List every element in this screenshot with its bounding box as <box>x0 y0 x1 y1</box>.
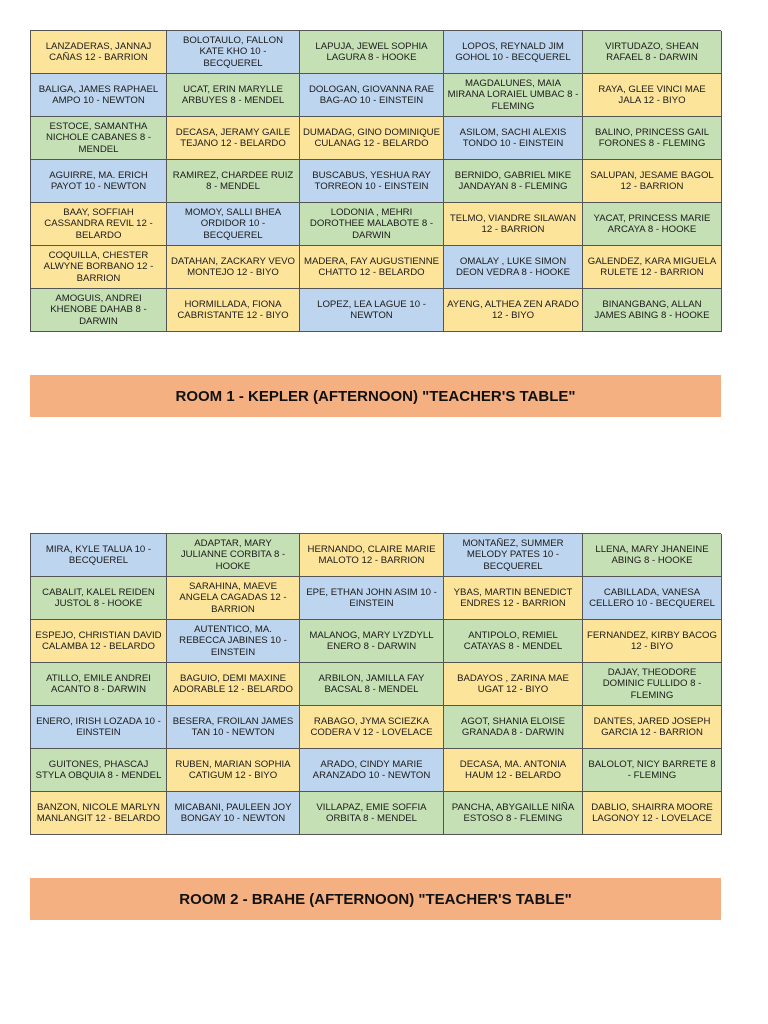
seat-cell: ASILOM, SACHI ALEXIS TONDO 10 - EINSTEIN <box>444 117 583 160</box>
seat-cell: ARADO, CINDY MARIE ARANZADO 10 - NEWTON <box>300 749 444 792</box>
seat-cell: BANZON, NICOLE MARLYN MANLANGIT 12 - BELARDO <box>31 792 167 835</box>
seat-cell: BALOLOT, NICY BARRETE 8 - FLEMING <box>583 749 722 792</box>
seat-cell: LANZADERAS, JANNAJ CAÑAS 12 - BARRION <box>31 31 167 74</box>
seat-cell: DECASA, JERAMY GAILE TEJANO 12 - BELARDO <box>167 117 300 160</box>
seat-cell: MOMOY, SALLI BHEA ORDIDOR 10 - BECQUEREL <box>167 203 300 246</box>
seat-cell: AGUIRRE, MA. ERICH PAYOT 10 - NEWTON <box>31 160 167 203</box>
seat-cell: ANTIPOLO, REMIEL CATAYAS 8 - MENDEL <box>444 620 583 663</box>
seat-cell: ESPEJO, CHRISTIAN DAVID CALAMBA 12 - BELARDO <box>31 620 167 663</box>
seat-cell: SARAHINA, MAEVE ANGELA CAGADAS 12 - BARRION <box>167 577 300 620</box>
room2-seating-grid <box>30 533 721 835</box>
seat-cell: ARBILON, JAMILLA FAY BACSAL 8 - MENDEL <box>300 663 444 706</box>
seat-cell: MICABANI, PAULEEN JOY BONGAY 10 - NEWTON <box>167 792 300 835</box>
seat-cell: ATILLO, EMILE ANDREI ACANTO 8 - DARWIN <box>31 663 167 706</box>
seat-cell: DABLIO, SHAIRRA MOORE LAGONOY 12 - LOVELACE <box>583 792 722 835</box>
seat-cell: MONTAÑEZ, SUMMER MELODY PATES 10 - BECQUEREL <box>444 534 583 577</box>
seat-cell: RUBEN, MARIAN SOPHIA CATIGUM 12 - BIYO <box>167 749 300 792</box>
seat-cell: AUTENTICO, MA. REBECCA JABINES 10 - EINSTEIN <box>167 620 300 663</box>
seat-cell: ESTOCE, SAMANTHA NICHOLE CABANES 8 - MENDEL <box>31 117 167 160</box>
seat-cell: MALANOG, MARY LYZDYLL ENERO 8 - DARWIN <box>300 620 444 663</box>
seat-cell: RAMIREZ, CHARDEE RUIZ 8 - MENDEL <box>167 160 300 203</box>
seat-cell: YACAT, PRINCESS MARIE ARCAYA 8 - HOOKE <box>583 203 722 246</box>
seat-cell: DECASA, MA. ANTONIA HAUM 12 - BELARDO <box>444 749 583 792</box>
seat-cell: MAGDALUNES, MAIA MIRANA LORAIEL UMBAC 8 - FLEMING <box>444 74 583 117</box>
seat-cell: CABALIT, KALEL REIDEN JUSTOL 8 - HOOKE <box>31 577 167 620</box>
seat-cell: AMOGUIS, ANDREI KHENOBE DAHAB 8 - DARWIN <box>31 289 167 332</box>
seat-cell: BALIGA, JAMES RAPHAEL AMPO 10 - NEWTON <box>31 74 167 117</box>
seat-cell: LAPUJA, JEWEL SOPHIA LAGURA 8 - HOOKE <box>300 31 444 74</box>
seat-cell: DANTES, JARED JOSEPH GARCIA 12 - BARRION <box>583 706 722 749</box>
seat-cell: BAAY, SOFFIAH CASSANDRA REVIL 12 - BELARDO <box>31 203 167 246</box>
seat-cell: CABILLADA, VANESA CELLERO 10 - BECQUEREL <box>583 577 722 620</box>
seat-cell: HERNANDO, CLAIRE MARIE MALOTO 12 - BARRION <box>300 534 444 577</box>
seat-cell: BALINO, PRINCESS GAIL FORONES 8 - FLEMING <box>583 117 722 160</box>
seat-cell: PANCHA, ABYGAILLE NIÑA ESTOSO 8 - FLEMING <box>444 792 583 835</box>
seat-cell: GUITONES, PHASCAJ STYLA OBQUIA 8 - MENDEL <box>31 749 167 792</box>
seat-cell: OMALAY , LUKE SIMON DEON VEDRA 8 - HOOKE <box>444 246 583 289</box>
room1-seating-grid <box>30 30 721 332</box>
seat-cell: ENERO, IRISH LOZADA 10 - EINSTEIN <box>31 706 167 749</box>
seat-cell: HORMILLADA, FIONA CABRISTANTE 12 - BIYO <box>167 289 300 332</box>
seat-cell: BERNIDO, GABRIEL MIKE JANDAYAN 8 - FLEMING <box>444 160 583 203</box>
seat-cell: TELMO, VIANDRE SILAWAN 12 - BARRION <box>444 203 583 246</box>
seat-cell: BADAYOS , ZARINA MAE UGAT 12 - BIYO <box>444 663 583 706</box>
seat-cell: YBAS, MARTIN BENEDICT ENDRES 12 - BARRION <box>444 577 583 620</box>
seat-cell: SALUPAN, JESAME BAGOL 12 - BARRION <box>583 160 722 203</box>
room1-title: ROOM 1 - KEPLER (AFTERNOON) "TEACHER'S TABLE" <box>175 387 576 405</box>
room2-teacher-table-banner <box>30 878 721 920</box>
seat-cell: DATAHAN, ZACKARY VEVO MONTEJO 12 - BIYO <box>167 246 300 289</box>
seat-cell: VILLAPAZ, EMIE SOFFIA ORBITA 8 - MENDEL <box>300 792 444 835</box>
seat-cell: MADERA, FAY AUGUSTIENNE CHATTO 12 - BELARDO <box>300 246 444 289</box>
seat-cell: RABAGO, JYMA SCIEZKA CODERA V 12 - LOVELACE <box>300 706 444 749</box>
seat-cell: LODONIA , MEHRI DOROTHEE MALABOTE 8 - DARWIN <box>300 203 444 246</box>
seat-cell: EPE, ETHAN JOHN ASIM 10 - EINSTEIN <box>300 577 444 620</box>
seat-cell: BINANGBANG, ALLAN JAMES ABING 8 - HOOKE <box>583 289 722 332</box>
seat-cell: COQUILLA, CHESTER ALWYNE BORBANO 12 - BARRION <box>31 246 167 289</box>
seat-cell: AGOT, SHANIA ELOISE GRANADA 8 - DARWIN <box>444 706 583 749</box>
seat-cell: BOLOTAULO, FALLON KATE KHO 10 - BECQUEREL <box>167 31 300 74</box>
room1-teacher-table-banner <box>30 375 721 417</box>
seat-cell: AYENG, ALTHEA ZEN ARADO 12 - BIYO <box>444 289 583 332</box>
seat-cell: VIRTUDAZO, SHEAN RAFAEL 8 - DARWIN <box>583 31 722 74</box>
room2-title: ROOM 2 - BRAHE (AFTERNOON) "TEACHER'S TABLE" <box>179 890 572 908</box>
seat-cell: DOLOGAN, GIOVANNA RAE BAG-AO 10 - EINSTEIN <box>300 74 444 117</box>
seat-cell: LOPOS, REYNALD JIM GOHOL 10 - BECQUEREL <box>444 31 583 74</box>
seat-cell: UCAT, ERIN MARYLLE ARBUYES 8 - MENDEL <box>167 74 300 117</box>
seat-cell: RAYA, GLEE VINCI MAE JALA 12 - BIYO <box>583 74 722 117</box>
seat-cell: LLENA, MARY JHANEINE ABING 8 - HOOKE <box>583 534 722 577</box>
seat-cell: LOPEZ, LEA LAGUE 10 - NEWTON <box>300 289 444 332</box>
seat-cell: GALENDEZ, KARA MIGUELA RULETE 12 - BARRION <box>583 246 722 289</box>
seat-cell: MIRA, KYLE TALUA 10 - BECQUEREL <box>31 534 167 577</box>
seat-cell: ADAPTAR, MARY JULIANNE CORBITA 8 - HOOKE <box>167 534 300 577</box>
seat-cell: BESERA, FROILAN JAMES TAN 10 - NEWTON <box>167 706 300 749</box>
seat-cell: DAJAY, THEODORE DOMINIC FULLIDO 8 - FLEMING <box>583 663 722 706</box>
seat-cell: BAGUIO, DEMI MAXINE ADORABLE 12 - BELARDO <box>167 663 300 706</box>
seat-cell: DUMADAG, GINO DOMINIQUE CULANAG 12 - BELARDO <box>300 117 444 160</box>
seat-cell: FERNANDEZ, KIRBY BACOG 12 - BIYO <box>583 620 722 663</box>
seat-cell: BUSCABUS, YESHUA RAY TORREON 10 - EINSTEIN <box>300 160 444 203</box>
